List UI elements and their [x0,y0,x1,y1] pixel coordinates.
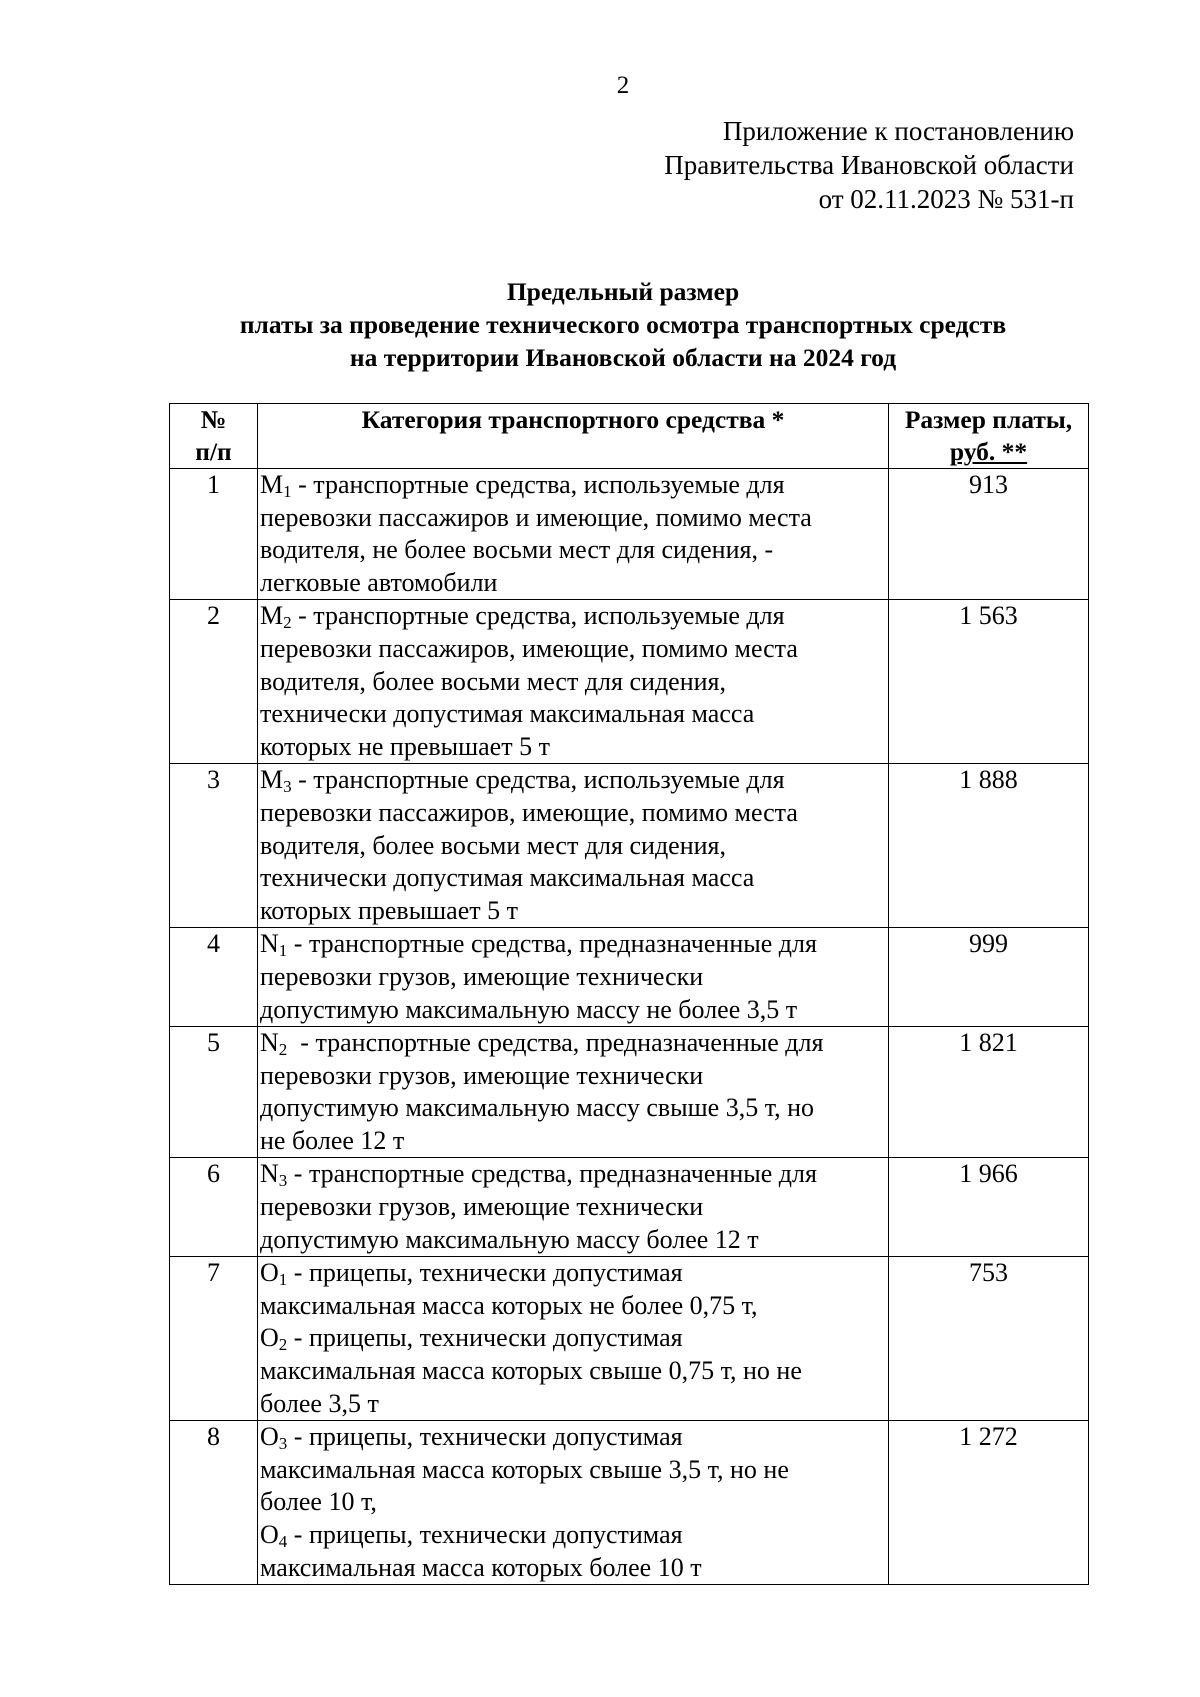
category-line [260,928,888,961]
category-line [260,600,888,633]
title-line: на территории Ивановской области на 2024 год [349,343,897,372]
category-line: более 3,5 т [260,1388,379,1418]
approval-line: Правительства Ивановской области [664,150,1074,180]
category-line: технически допустимая максимальная масса [260,863,755,893]
category-code-subscript: 3 [278,1434,288,1454]
row-number: 4 [170,928,258,1027]
category-code [260,765,292,797]
row-fee: 753 [889,1257,1089,1421]
table-row [170,600,1089,764]
category-line: легковые автомобили [260,567,498,597]
row-category [258,600,889,764]
category-text: - прицепы, технически допустимая [287,1520,683,1549]
row-number: 6 [170,1158,258,1257]
title-line: платы за проведение технического осмотра транспортных средств [239,310,1007,339]
category-line [260,1519,888,1552]
document-title [0,275,1200,374]
row-fee: 1 563 [889,600,1089,764]
category-text: - транспортные средства, предназначенные для [287,1159,817,1189]
category-code-subscript: 1 [278,941,288,961]
row-category [258,1257,889,1421]
category-line: которых превышает 5 т [260,895,518,925]
row-category [258,1027,889,1158]
table-row [170,1421,1089,1585]
category-line [260,1027,888,1060]
category-line [260,1421,888,1454]
category-line: максимальная масса которых свыше 3,5 т, но не [260,1454,789,1484]
category-text: - прицепы, технически допустимая [287,1258,683,1288]
category-line: максимальная масса которых не более 0,75 т, [260,1290,758,1320]
row-number: 1 [170,469,258,600]
category-line: водителя, более восьми мест для сидения, [260,666,726,696]
category-code [260,1422,288,1454]
category-text: - транспортные средства, используемые для [291,765,785,795]
approval-line: Приложение к постановлению [722,116,1074,146]
category-text: - транспортные средства, используемые для [291,470,785,499]
category-code-letter: O [260,1323,279,1353]
row-category [258,764,889,928]
category-code-letter: M [260,765,284,795]
row-number: 5 [170,1027,258,1158]
category-code-subscript: 1 [278,1270,288,1290]
table-row [170,1027,1089,1158]
table-row [170,1158,1089,1257]
category-line: максимальная масса которых более 10 т [260,1552,702,1582]
approval-line: от 02.11.2023 № 531-п [818,184,1074,214]
category-code-subscript: 4 [278,1532,288,1551]
category-code-letter: O [260,1422,279,1452]
category-code [260,470,292,499]
category-line: технически допустимая максимальная масса [260,699,755,729]
header-number-line: № [200,405,227,434]
category-line: допустимую максимальную массу не более 3,5 т [260,994,798,1024]
category-line: водителя, более восьми мест для сидения, [260,830,726,860]
header-fee-line: руб. ** [949,437,1028,466]
category-code-letter: M [260,601,284,631]
row-number: 3 [170,764,258,928]
category-line [260,764,888,797]
category-code-subscript: 2 [283,613,292,633]
row-fee: 1 888 [889,764,1089,928]
row-fee: 999 [889,928,1089,1027]
row-category [258,928,889,1027]
table-row [170,764,1089,928]
header-number [170,404,258,469]
category-text: - транспортные средства, предназначенные для [287,1028,824,1058]
table-row [170,928,1089,1027]
category-code-letter: N [260,929,279,959]
category-line: максимальная масса которых свыше 0,75 т, но не [260,1356,802,1386]
category-line: не более 12 т [260,1125,405,1155]
header-category: Категория транспортного средства * [258,404,889,469]
page-number: 2 [616,72,630,99]
title-line: Предельный размер [506,277,740,306]
category-code [260,1159,288,1191]
category-code [260,1258,288,1290]
category-line [260,1257,888,1290]
table-row [170,1257,1089,1421]
category-code-subscript: 2 [278,1335,288,1355]
category-line: перевозки пассажиров, имеющие, помимо места [260,797,798,827]
row-number: 2 [170,600,258,764]
category-code-subscript: 3 [283,777,292,797]
header-fee [889,404,1089,469]
row-fee: 1 272 [889,1421,1089,1585]
fee-table [169,403,1089,1585]
category-code [260,1028,288,1060]
row-fee: 1 821 [889,1027,1089,1158]
category-line: перевозки пассажиров, имеющие, помимо места [260,633,798,663]
category-code [260,1520,287,1549]
category-text: - прицепы, технически допустимая [287,1422,683,1452]
header-fee-line: Размер платы, [904,405,1073,434]
category-line: более 10 т, [260,1487,377,1517]
table-row [170,469,1089,600]
category-line: допустимую максимальную массу более 12 т [260,1224,759,1254]
category-line: перевозки грузов, имеющие технически [260,961,704,991]
category-code-letter: O [260,1258,279,1288]
row-number: 8 [170,1421,258,1585]
row-category [258,1158,889,1257]
category-text: - транспортные средства, предназначенные для [287,929,817,959]
row-fee: 1 966 [889,1158,1089,1257]
row-category [258,469,889,600]
category-code [260,601,292,633]
table-header-row [170,404,1089,469]
category-code-letter: M [260,470,284,499]
category-line [260,469,888,502]
category-code-letter: N [260,1028,279,1058]
approval-block [664,114,1074,216]
row-category [258,1421,889,1585]
category-line: допустимую максимальную массу свыше 3,5 т, но [260,1093,815,1123]
category-line: которых не превышает 5 т [260,731,550,761]
category-line [260,1322,888,1355]
category-line [260,1158,888,1191]
fee-table-body [170,469,1089,1585]
category-code-subscript: 1 [283,482,292,501]
category-text: - прицепы, технически допустимая [287,1323,683,1353]
category-line: перевозки пассажиров и имеющие, помимо места [260,502,812,532]
category-code-letter: N [260,1159,279,1189]
category-code-subscript: 2 [278,1040,288,1060]
row-fee: 913 [889,469,1089,600]
row-number: 7 [170,1257,258,1421]
category-code [260,1323,288,1355]
category-code [260,929,288,961]
category-line: водителя, не более восьми мест для сидения, - [260,535,774,565]
category-line: перевозки грузов, имеющие технически [260,1192,704,1222]
category-line: перевозки грузов, имеющие технически [260,1060,704,1090]
header-number-line: п/п [195,437,232,466]
category-text: - транспортные средства, используемые для [291,601,785,631]
category-code-subscript: 3 [278,1171,288,1191]
category-code-letter: O [260,1520,279,1549]
